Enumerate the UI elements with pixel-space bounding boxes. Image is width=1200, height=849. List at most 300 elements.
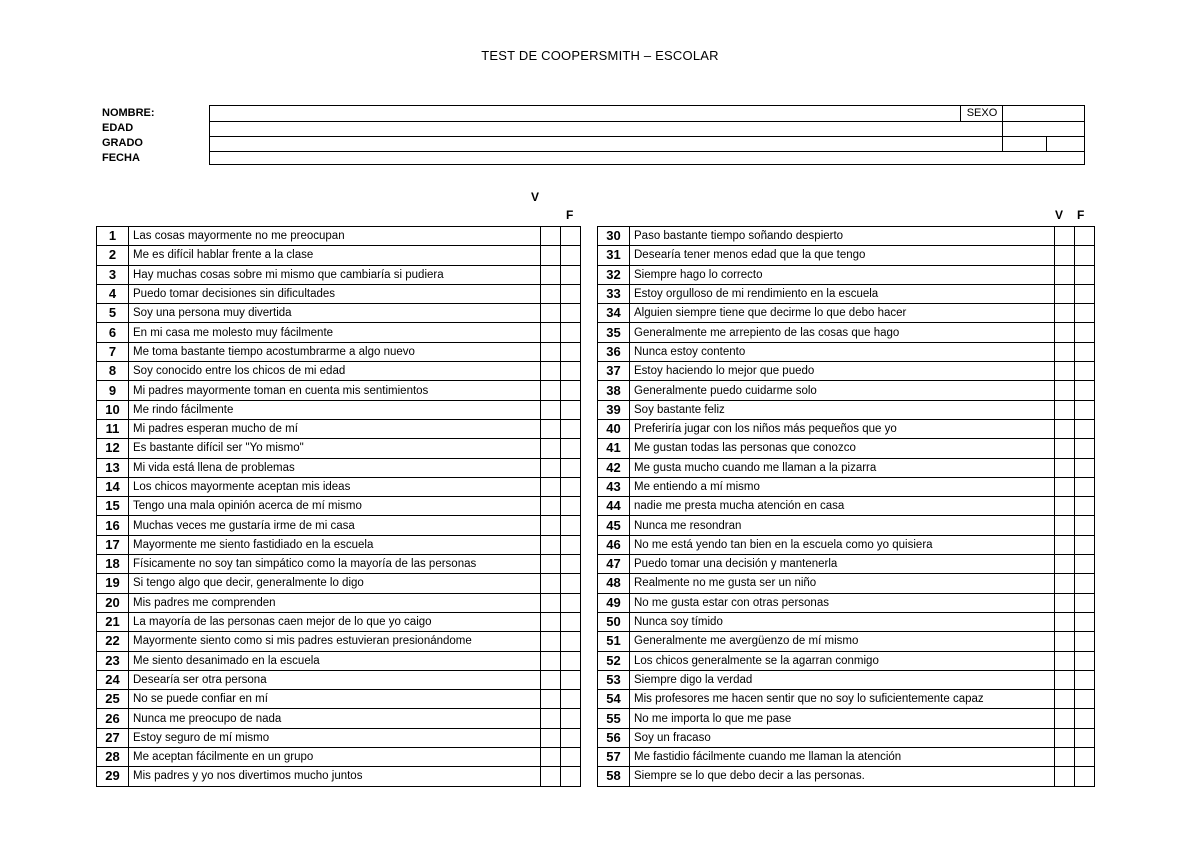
v-checkbox-cell[interactable] — [1055, 323, 1075, 342]
f-checkbox-cell[interactable] — [561, 728, 581, 747]
f-checkbox-cell[interactable] — [561, 227, 581, 246]
v-checkbox-cell[interactable] — [1055, 574, 1075, 593]
f-checkbox-cell[interactable] — [1075, 690, 1095, 709]
question-number: 51 — [598, 632, 630, 651]
question-row — [598, 748, 1095, 767]
question-row — [97, 651, 581, 670]
question-text: nadie me presta mucha atención en casa — [630, 497, 1055, 516]
f-checkbox-cell[interactable] — [1075, 516, 1095, 535]
question-number: 36 — [598, 342, 630, 361]
question-row — [598, 400, 1095, 419]
v-checkbox-cell[interactable] — [1055, 304, 1075, 323]
question-number: 7 — [97, 342, 129, 361]
v-checkbox-cell[interactable] — [1055, 690, 1075, 709]
f-checkbox-cell[interactable] — [1075, 748, 1095, 767]
question-number: 23 — [97, 651, 129, 670]
question-text: Estoy seguro de mí mismo — [129, 728, 541, 747]
v-checkbox-cell[interactable] — [541, 381, 561, 400]
v-checkbox-cell[interactable] — [541, 612, 561, 631]
f-checkbox-cell[interactable] — [561, 555, 581, 574]
v-checkbox-cell[interactable] — [1055, 593, 1075, 612]
question-text: Nunca estoy contento — [630, 342, 1055, 361]
question-text: No me está yendo tan bien en la escuela como yo quisiera — [630, 535, 1055, 554]
f-checkbox-cell[interactable] — [1075, 246, 1095, 265]
question-number: 55 — [598, 709, 630, 728]
fecha-label: FECHA — [102, 152, 140, 164]
question-number: 38 — [598, 381, 630, 400]
f-checkbox-cell[interactable] — [561, 651, 581, 670]
v-checkbox-cell[interactable] — [1055, 748, 1075, 767]
divider — [210, 151, 1084, 152]
f-checkbox-cell[interactable] — [1075, 612, 1095, 631]
question-text: Muchas veces me gustaría irme de mi casa — [129, 516, 541, 535]
f-checkbox-cell[interactable] — [1075, 362, 1095, 381]
question-number: 52 — [598, 651, 630, 670]
question-text: Estoy orgulloso de mi rendimiento en la escuela — [630, 284, 1055, 303]
v-checkbox-cell[interactable] — [1055, 284, 1075, 303]
f-checkbox-cell[interactable] — [1075, 227, 1095, 246]
f-checkbox-cell[interactable] — [1075, 497, 1095, 516]
v-checkbox-cell[interactable] — [541, 728, 561, 747]
question-number: 58 — [598, 767, 630, 786]
question-row — [598, 419, 1095, 438]
question-row — [598, 670, 1095, 689]
f-checkbox-cell[interactable] — [1075, 670, 1095, 689]
question-text: Me es difícil hablar frente a la clase — [129, 246, 541, 265]
divider — [210, 136, 1084, 137]
question-row — [598, 458, 1095, 477]
v-checkbox-cell[interactable] — [1055, 227, 1075, 246]
question-row — [97, 497, 581, 516]
question-number: 56 — [598, 728, 630, 747]
question-text: Soy conocido entre los chicos de mi edad — [129, 362, 541, 381]
question-row — [97, 362, 581, 381]
v-checkbox-cell[interactable] — [541, 690, 561, 709]
question-text: Nunca me resondran — [630, 516, 1055, 535]
v-checkbox-cell[interactable] — [541, 342, 561, 361]
question-number: 31 — [598, 246, 630, 265]
question-text: En mi casa me molesto muy fácilmente — [129, 323, 541, 342]
f-checkbox-cell[interactable] — [1075, 555, 1095, 574]
question-number: 37 — [598, 362, 630, 381]
question-number: 47 — [598, 555, 630, 574]
question-number: 24 — [97, 670, 129, 689]
v-checkbox-cell[interactable] — [1055, 709, 1075, 728]
question-row — [97, 265, 581, 284]
v-checkbox-cell[interactable] — [541, 516, 561, 535]
v-checkbox-cell[interactable] — [541, 265, 561, 284]
question-number: 45 — [598, 516, 630, 535]
question-row — [598, 651, 1095, 670]
question-number: 39 — [598, 400, 630, 419]
v-checkbox-cell[interactable] — [1055, 246, 1075, 265]
v-checkbox-cell[interactable] — [541, 419, 561, 438]
v-checkbox-cell[interactable] — [1055, 419, 1075, 438]
question-text: Nunca me preocupo de nada — [129, 709, 541, 728]
v-checkbox-cell[interactable] — [1055, 458, 1075, 477]
question-row — [97, 400, 581, 419]
v-checkbox-cell[interactable] — [541, 767, 561, 786]
question-number: 16 — [97, 516, 129, 535]
question-number: 40 — [598, 419, 630, 438]
divider — [960, 106, 961, 121]
f-checkbox-cell[interactable] — [561, 535, 581, 554]
v-checkbox-cell[interactable] — [1055, 265, 1075, 284]
question-text: Desearía ser otra persona — [129, 670, 541, 689]
v-checkbox-cell[interactable] — [541, 748, 561, 767]
f-checkbox-cell[interactable] — [561, 362, 581, 381]
question-number: 10 — [97, 400, 129, 419]
question-number: 32 — [598, 265, 630, 284]
question-number: 8 — [97, 362, 129, 381]
v-checkbox-cell[interactable] — [541, 400, 561, 419]
v-checkbox-cell[interactable] — [541, 497, 561, 516]
question-row — [97, 535, 581, 554]
question-number: 27 — [97, 728, 129, 747]
question-row — [598, 535, 1095, 554]
question-text: Soy una persona muy divertida — [129, 304, 541, 323]
question-row — [598, 284, 1095, 303]
question-text: Siempre digo la verdad — [630, 670, 1055, 689]
question-text: Me rindo fácilmente — [129, 400, 541, 419]
question-row — [97, 246, 581, 265]
f-checkbox-cell[interactable] — [1075, 323, 1095, 342]
f-checkbox-cell[interactable] — [561, 265, 581, 284]
question-row — [97, 767, 581, 786]
question-row — [598, 381, 1095, 400]
question-text: Siempre se lo que debo decir a las personas. — [630, 767, 1055, 786]
question-number: 42 — [598, 458, 630, 477]
question-row — [97, 748, 581, 767]
v-checkbox-cell[interactable] — [1055, 632, 1075, 651]
question-number: 33 — [598, 284, 630, 303]
question-text: Nunca soy tímido — [630, 612, 1055, 631]
question-row — [598, 497, 1095, 516]
question-text: Me aceptan fácilmente en un grupo — [129, 748, 541, 767]
question-number: 18 — [97, 555, 129, 574]
v-checkbox-cell[interactable] — [541, 670, 561, 689]
v-checkbox-cell[interactable] — [541, 246, 561, 265]
question-row — [97, 419, 581, 438]
v-checkbox-cell[interactable] — [541, 477, 561, 496]
f-checkbox-cell[interactable] — [1075, 439, 1095, 458]
question-number: 3 — [97, 265, 129, 284]
question-row — [598, 709, 1095, 728]
items-table-right — [597, 226, 1095, 787]
question-row — [97, 593, 581, 612]
question-row — [598, 439, 1095, 458]
v-checkbox-cell[interactable] — [1055, 555, 1075, 574]
question-row — [598, 593, 1095, 612]
question-row — [97, 458, 581, 477]
nombre-label: NOMBRE: — [102, 107, 155, 119]
left-v-header: V — [531, 190, 540, 204]
question-text: Me fastidio fácilmente cuando me llaman la atención — [630, 748, 1055, 767]
question-row — [598, 516, 1095, 535]
question-text: Mayormente me siento fastidiado en la escuela — [129, 535, 541, 554]
f-checkbox-cell[interactable] — [1075, 632, 1095, 651]
v-checkbox-cell[interactable] — [541, 574, 561, 593]
v-checkbox-cell[interactable] — [1055, 535, 1075, 554]
v-checkbox-cell[interactable] — [541, 632, 561, 651]
v-checkbox-cell[interactable] — [1055, 612, 1075, 631]
question-text: La mayoría de las personas caen mejor de lo que yo caigo — [129, 612, 541, 631]
f-checkbox-cell[interactable] — [1075, 284, 1095, 303]
question-number: 54 — [598, 690, 630, 709]
question-number: 5 — [97, 304, 129, 323]
question-row — [97, 227, 581, 246]
question-row — [97, 284, 581, 303]
question-number: 57 — [598, 748, 630, 767]
question-text: Mi padres esperan mucho de mí — [129, 419, 541, 438]
v-checkbox-cell[interactable] — [1055, 651, 1075, 670]
question-text: No me importa lo que me pase — [630, 709, 1055, 728]
question-row — [598, 246, 1095, 265]
v-checkbox-cell[interactable] — [1055, 477, 1075, 496]
v-checkbox-cell[interactable] — [1055, 381, 1075, 400]
question-text: Me gustan todas las personas que conozco — [630, 439, 1055, 458]
question-number: 20 — [97, 593, 129, 612]
question-row — [598, 342, 1095, 361]
grado-label: GRADO — [102, 137, 143, 149]
question-row — [97, 439, 581, 458]
f-checkbox-cell[interactable] — [561, 323, 581, 342]
question-text: Paso bastante tiempo soñando despierto — [630, 227, 1055, 246]
question-text: Generalmente puedo cuidarme solo — [630, 381, 1055, 400]
v-checkbox-cell[interactable] — [541, 304, 561, 323]
f-checkbox-cell[interactable] — [1075, 419, 1095, 438]
f-checkbox-cell[interactable] — [561, 284, 581, 303]
v-checkbox-cell[interactable] — [541, 593, 561, 612]
question-text: Generalmente me arrepiento de las cosas que hago — [630, 323, 1055, 342]
question-row — [598, 574, 1095, 593]
question-text: Alguien siempre tiene que decirme lo que debo hacer — [630, 304, 1055, 323]
question-number: 12 — [97, 439, 129, 458]
f-checkbox-cell[interactable] — [561, 246, 581, 265]
question-number: 11 — [97, 419, 129, 438]
f-checkbox-cell[interactable] — [561, 632, 581, 651]
f-checkbox-cell[interactable] — [561, 574, 581, 593]
question-text: Generalmente me avergüenzo de mí mismo — [630, 632, 1055, 651]
v-checkbox-cell[interactable] — [541, 362, 561, 381]
question-number: 4 — [97, 284, 129, 303]
v-checkbox-cell[interactable] — [1055, 400, 1075, 419]
f-checkbox-cell[interactable] — [561, 458, 581, 477]
question-row — [598, 323, 1095, 342]
f-checkbox-cell[interactable] — [1075, 477, 1095, 496]
question-text: Mi vida está llena de problemas — [129, 458, 541, 477]
f-checkbox-cell[interactable] — [561, 342, 581, 361]
v-checkbox-cell[interactable] — [541, 323, 561, 342]
v-checkbox-cell[interactable] — [1055, 439, 1075, 458]
question-row — [97, 690, 581, 709]
page-title: TEST DE COOPERSMITH – ESCOLAR — [481, 48, 719, 63]
v-checkbox-cell[interactable] — [541, 651, 561, 670]
question-text: Hay muchas cosas sobre mi mismo que cambiaría si pudiera — [129, 265, 541, 284]
question-row — [97, 728, 581, 747]
items-table-left — [96, 226, 581, 787]
v-checkbox-cell[interactable] — [541, 284, 561, 303]
v-checkbox-cell[interactable] — [1055, 362, 1075, 381]
question-text: Me siento desanimado en la escuela — [129, 651, 541, 670]
question-text: No me gusta estar con otras personas — [630, 593, 1055, 612]
question-text: Siempre hago lo correcto — [630, 265, 1055, 284]
v-checkbox-cell[interactable] — [1055, 767, 1075, 786]
question-text: Me gusta mucho cuando me llaman a la pizarra — [630, 458, 1055, 477]
question-text: Tengo una mala opinión acerca de mí mismo — [129, 497, 541, 516]
question-row — [598, 227, 1095, 246]
question-number: 25 — [97, 690, 129, 709]
question-number: 28 — [97, 748, 129, 767]
f-checkbox-cell[interactable] — [1075, 535, 1095, 554]
question-number: 19 — [97, 574, 129, 593]
question-row — [598, 632, 1095, 651]
question-number: 26 — [97, 709, 129, 728]
question-row — [97, 670, 581, 689]
f-checkbox-cell[interactable] — [1075, 728, 1095, 747]
question-text: Preferiría jugar con los niños más pequeños que yo — [630, 419, 1055, 438]
question-number: 21 — [97, 612, 129, 631]
f-checkbox-cell[interactable] — [561, 381, 581, 400]
question-text: Los chicos generalmente se la agarran conmigo — [630, 651, 1055, 670]
question-row — [598, 555, 1095, 574]
question-text: Mis padres y yo nos divertimos mucho juntos — [129, 767, 541, 786]
f-checkbox-cell[interactable] — [561, 670, 581, 689]
v-checkbox-cell[interactable] — [1055, 670, 1075, 689]
question-number: 6 — [97, 323, 129, 342]
f-checkbox-cell[interactable] — [561, 593, 581, 612]
f-checkbox-cell[interactable] — [1075, 400, 1095, 419]
question-number: 17 — [97, 535, 129, 554]
f-checkbox-cell[interactable] — [561, 516, 581, 535]
question-text: No se puede confiar en mí — [129, 690, 541, 709]
f-checkbox-cell[interactable] — [1075, 767, 1095, 786]
question-number: 14 — [97, 477, 129, 496]
question-row — [598, 767, 1095, 786]
f-checkbox-cell[interactable] — [1075, 593, 1095, 612]
question-number: 50 — [598, 612, 630, 631]
question-row — [598, 265, 1095, 284]
f-checkbox-cell[interactable] — [561, 748, 581, 767]
question-row — [598, 304, 1095, 323]
f-checkbox-cell[interactable] — [1075, 458, 1095, 477]
question-number: 43 — [598, 477, 630, 496]
question-text: Mayormente siento como si mis padres estuvieran presionándome — [129, 632, 541, 651]
question-number: 29 — [97, 767, 129, 786]
question-number: 1 — [97, 227, 129, 246]
divider — [210, 121, 1084, 122]
f-checkbox-cell[interactable] — [561, 477, 581, 496]
question-number: 22 — [97, 632, 129, 651]
question-text: Estoy haciendo lo mejor que puedo — [630, 362, 1055, 381]
right-f-header: F — [1077, 208, 1085, 222]
question-number: 41 — [598, 439, 630, 458]
question-text: Realmente no me gusta ser un niño — [630, 574, 1055, 593]
question-row — [97, 342, 581, 361]
question-text: Las cosas mayormente no me preocupan — [129, 227, 541, 246]
question-text: Me toma bastante tiempo acostumbrarme a algo nuevo — [129, 342, 541, 361]
question-number: 49 — [598, 593, 630, 612]
f-checkbox-cell[interactable] — [1075, 304, 1095, 323]
question-text: Desearía tener menos edad que la que tengo — [630, 246, 1055, 265]
question-text: Soy bastante feliz — [630, 400, 1055, 419]
question-number: 44 — [598, 497, 630, 516]
edad-label: EDAD — [102, 122, 134, 134]
question-row — [97, 555, 581, 574]
f-checkbox-cell[interactable] — [561, 497, 581, 516]
question-row — [97, 381, 581, 400]
f-checkbox-cell[interactable] — [1075, 381, 1095, 400]
question-text: Mi padres mayormente toman en cuenta mis sentimientos — [129, 381, 541, 400]
f-checkbox-cell[interactable] — [561, 767, 581, 786]
f-checkbox-cell[interactable] — [1075, 651, 1095, 670]
v-checkbox-cell[interactable] — [541, 535, 561, 554]
question-row — [598, 362, 1095, 381]
question-row — [598, 690, 1095, 709]
question-row — [598, 612, 1095, 631]
v-checkbox-cell[interactable] — [1055, 497, 1075, 516]
f-checkbox-cell[interactable] — [561, 690, 581, 709]
v-checkbox-cell[interactable] — [541, 709, 561, 728]
question-row — [97, 612, 581, 631]
question-text: Los chicos mayormente aceptan mis ideas — [129, 477, 541, 496]
question-text: Es bastante difícil ser "Yo mismo" — [129, 439, 541, 458]
question-text: Físicamente no soy tan simpático como la mayoría de las personas — [129, 555, 541, 574]
question-row — [598, 477, 1095, 496]
f-checkbox-cell[interactable] — [561, 419, 581, 438]
question-text: Soy un fracaso — [630, 728, 1055, 747]
question-row — [97, 709, 581, 728]
f-checkbox-cell[interactable] — [561, 400, 581, 419]
question-number: 9 — [97, 381, 129, 400]
question-row — [97, 323, 581, 342]
f-checkbox-cell[interactable] — [1075, 342, 1095, 361]
f-checkbox-cell[interactable] — [561, 439, 581, 458]
question-text: Mis profesores me hacen sentir que no soy lo suficientemente capaz — [630, 690, 1055, 709]
question-number: 15 — [97, 497, 129, 516]
f-checkbox-cell[interactable] — [561, 612, 581, 631]
question-text: Puedo tomar una decisión y mantenerla — [630, 555, 1055, 574]
v-checkbox-cell[interactable] — [541, 227, 561, 246]
v-checkbox-cell[interactable] — [541, 458, 561, 477]
question-number: 13 — [97, 458, 129, 477]
question-text: Puedo tomar decisiones sin dificultades — [129, 284, 541, 303]
question-number: 30 — [598, 227, 630, 246]
header-labels — [102, 106, 155, 166]
question-number: 2 — [97, 246, 129, 265]
v-checkbox-cell[interactable] — [1055, 728, 1075, 747]
f-checkbox-cell[interactable] — [1075, 709, 1095, 728]
question-row — [97, 477, 581, 496]
question-number: 48 — [598, 574, 630, 593]
question-text: Me entiendo a mí mismo — [630, 477, 1055, 496]
f-checkbox-cell[interactable] — [561, 709, 581, 728]
question-number: 34 — [598, 304, 630, 323]
v-checkbox-cell[interactable] — [1055, 516, 1075, 535]
f-checkbox-cell[interactable] — [1075, 265, 1095, 284]
f-checkbox-cell[interactable] — [561, 304, 581, 323]
right-v-header: V — [1055, 208, 1064, 222]
v-checkbox-cell[interactable] — [541, 439, 561, 458]
divider — [1046, 136, 1047, 151]
f-checkbox-cell[interactable] — [1075, 574, 1095, 593]
question-number: 35 — [598, 323, 630, 342]
header-fields-box — [209, 105, 1085, 165]
question-number: 53 — [598, 670, 630, 689]
question-number: 46 — [598, 535, 630, 554]
v-checkbox-cell[interactable] — [541, 555, 561, 574]
v-checkbox-cell[interactable] — [1055, 342, 1075, 361]
